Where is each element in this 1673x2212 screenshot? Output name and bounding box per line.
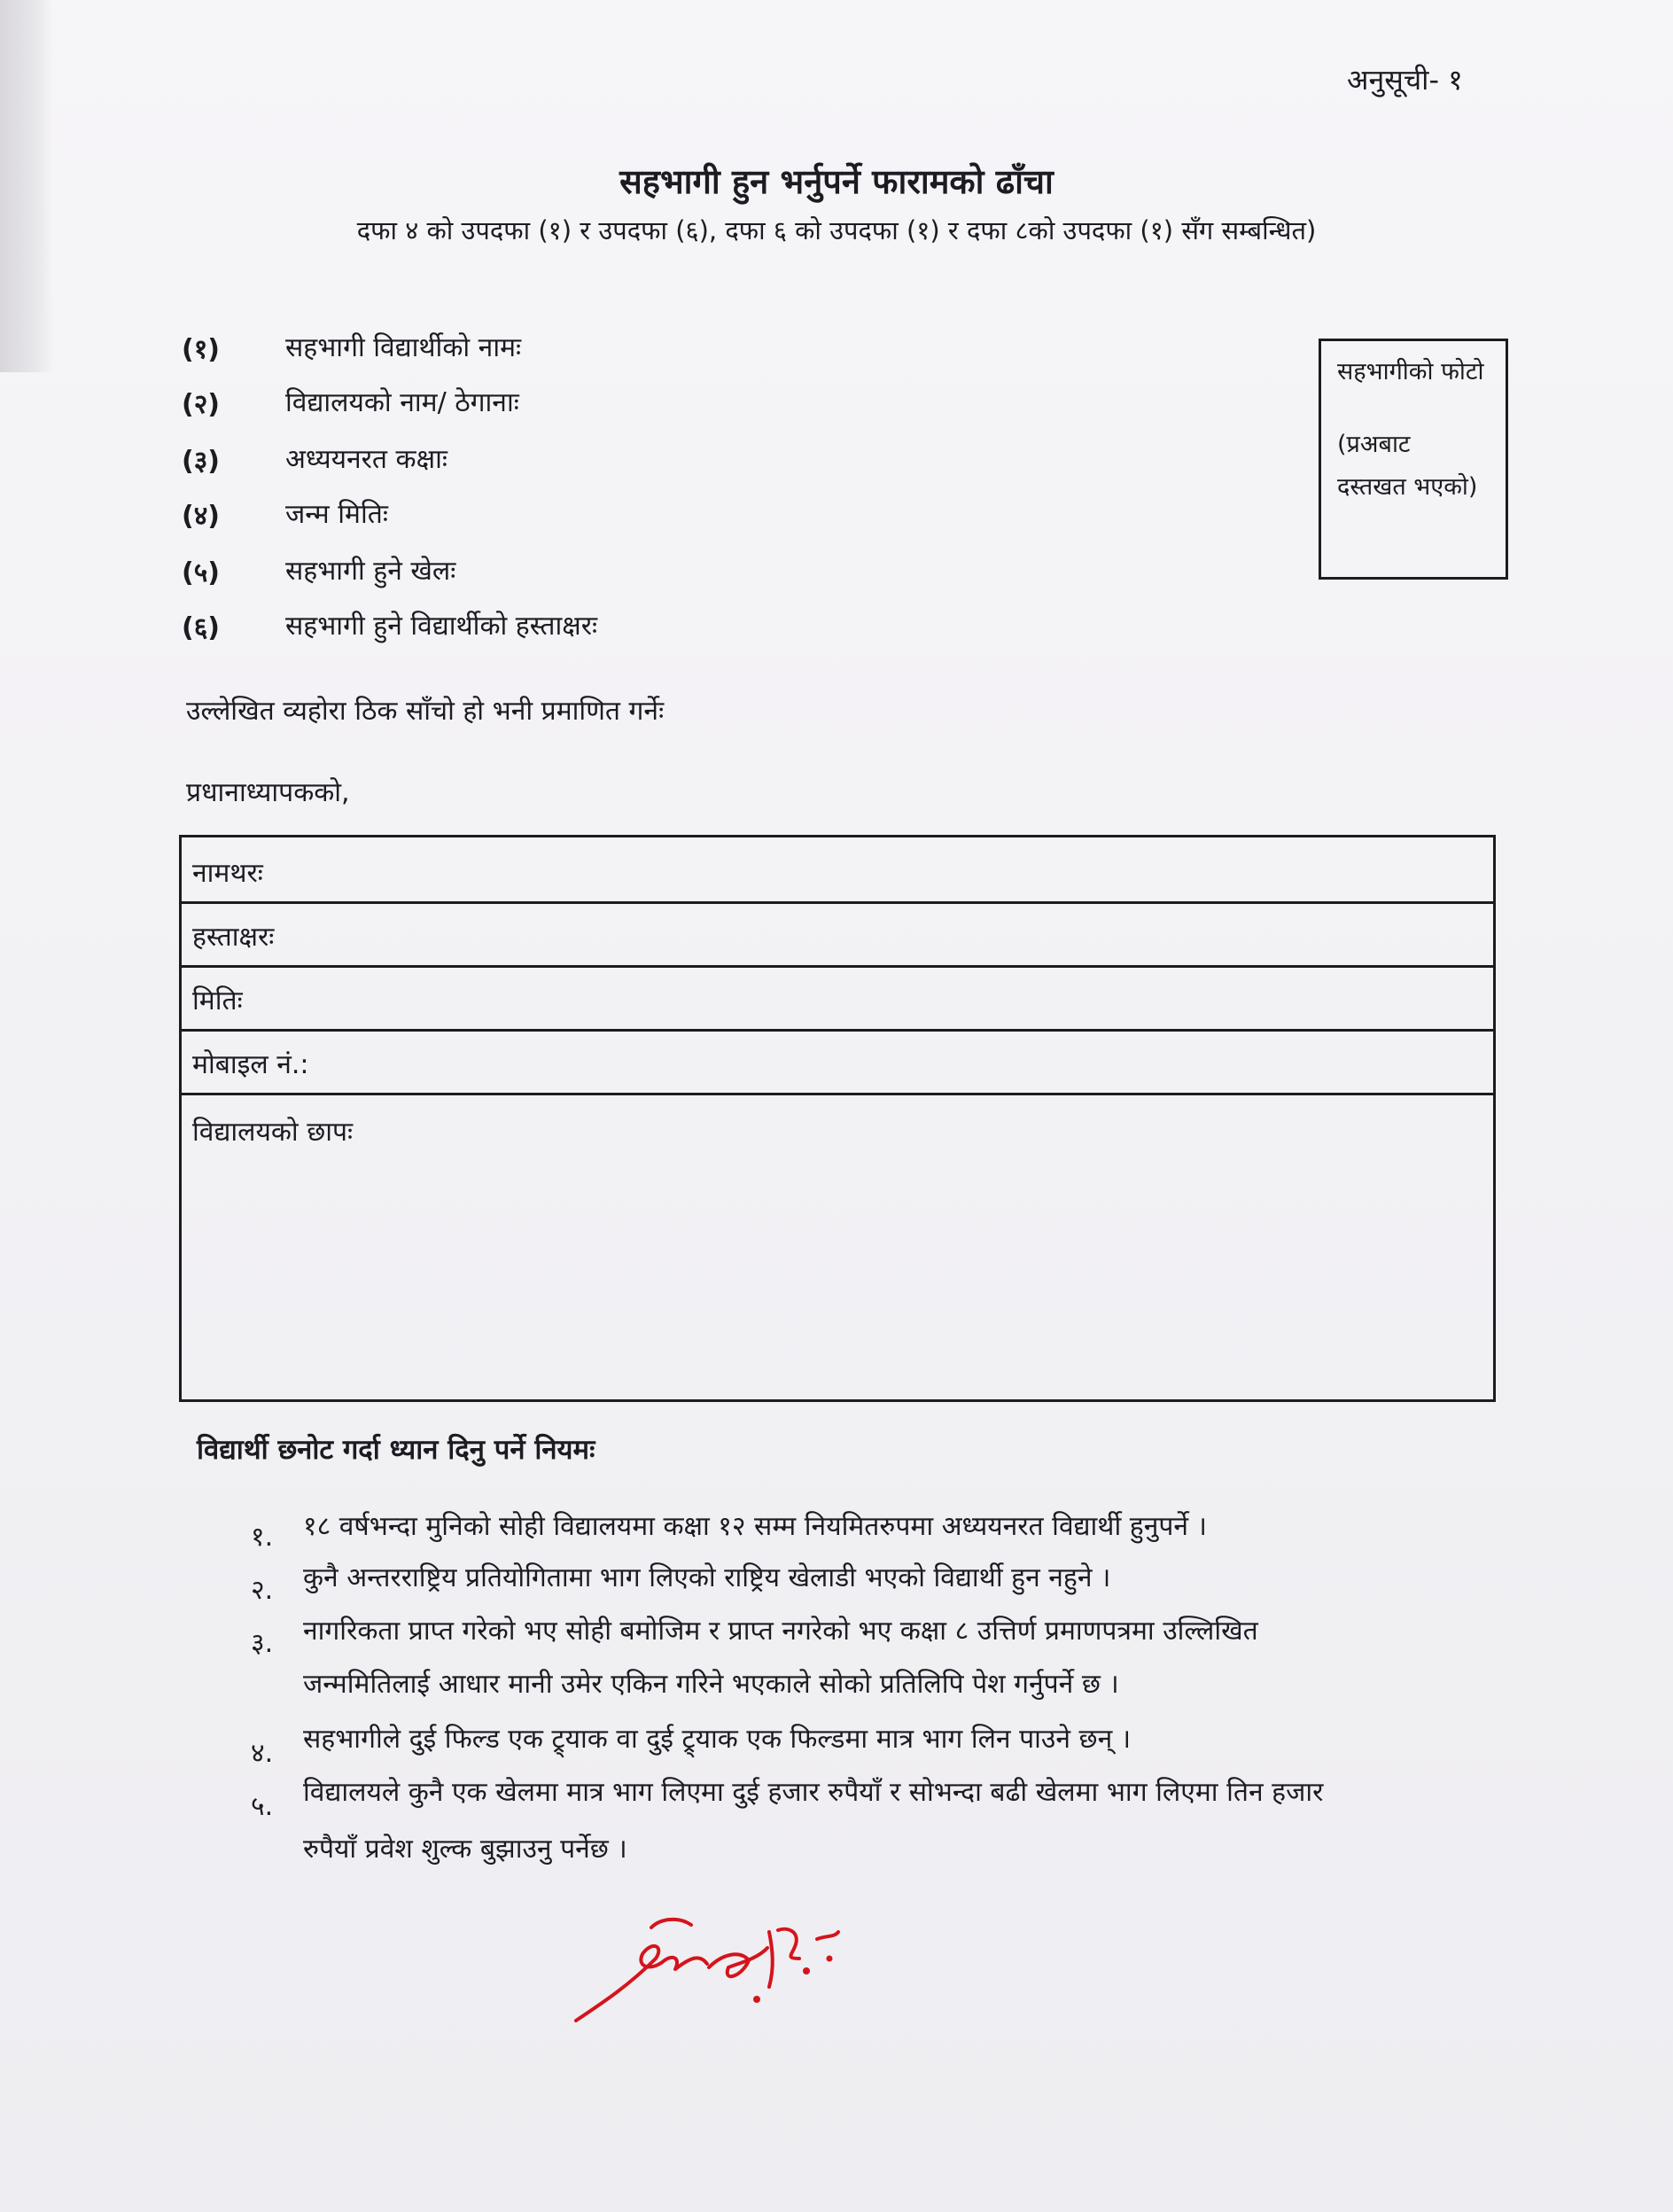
field-number: (४): [182, 501, 221, 532]
rule-number: २.: [251, 1575, 274, 1606]
field-class: अध्ययनरत कक्षाः: [285, 444, 447, 475]
table-row: [182, 965, 1493, 1032]
rules-title: विद्यार्थी छनोट गर्दा ध्यान दिनु पर्ने नियमः: [197, 1434, 595, 1466]
rule-item: सहभागीले दुई फिल्ड एक ट्र्याक वा दुई ट्र्याक एक फिल्डमा मात्र भाग लिन पाउने छन् ।: [303, 1724, 1132, 1755]
rule-item: कुनै अन्तरराष्ट्रिय प्रतियोगितामा भाग लिएको राष्ट्रिय खेलाडी भएको विद्यार्थी हुन नहुने ।: [303, 1562, 1111, 1593]
table-row: [182, 901, 1493, 968]
headmaster-label: प्रधानाध्यापकको,: [186, 777, 350, 808]
field-student-name: सहभागी विद्यार्थीको नामः: [285, 332, 522, 363]
handwritten-signature: [567, 1905, 886, 2029]
rule-number: ५.: [251, 1791, 274, 1822]
table-stamp-label: विद्यालयको छापः: [192, 1117, 354, 1148]
table-mobile-label: मोबाइल नं.:: [192, 1049, 309, 1080]
form-subtitle: दफा ४ को उपदफा (१) र उपदफा (६), दफा ६ को उपदफा (१) र दफा ८को उपदफा (१) सँग सम्बन्धित): [356, 215, 1317, 245]
rule-number: ३.: [251, 1628, 274, 1659]
field-number: (२): [182, 389, 221, 420]
table-row: [182, 1093, 1493, 1402]
field-number: (३): [182, 446, 221, 477]
field-number: (५): [182, 557, 221, 588]
rule-item: नागरिकता प्राप्त गरेको भए सोही बमोजिम र प्राप्त नगरेको भए कक्षा ८ उत्तिर्ण प्रमाणपत्रमा उल्लिखित: [303, 1616, 1258, 1647]
rule-item: विद्यालयले कुनै एक खेलमा मात्र भाग लिएमा दुई हजार रुपैयाँ र सोभन्दा बढी खेलमा भाग लिएमा तिन हजार: [303, 1777, 1324, 1808]
table-date-label: मितिः: [192, 985, 243, 1016]
photo-box-note-line1: (प्रअबाट: [1337, 430, 1411, 458]
field-number: (६): [182, 612, 221, 643]
field-school-name-address: विद्यालयको नाम/ ठेगानाः: [285, 387, 519, 418]
form-title: सहभागी हुन भर्नुपर्ने फारामको ढाँचा: [619, 162, 1054, 201]
field-birth-date: जन्म मितिः: [285, 499, 388, 530]
headmaster-details-table: [179, 835, 1496, 1402]
rule-number: ४.: [251, 1738, 274, 1769]
rule-item-continuation: रुपैयाँ प्रवेश शुल्क बुझाउनु पर्नेछ ।: [303, 1834, 627, 1865]
table-row: [182, 1029, 1493, 1095]
field-student-signature: सहभागी हुने विद्यार्थीको हस्ताक्षरः: [285, 611, 598, 642]
rule-item-continuation: जन्ममितिलाई आधार मानी उमेर एकिन गरिने भएकाले सोको प्रतिलिपि पेश गर्नुपर्ने छ ।: [303, 1669, 1119, 1700]
photo-box-note-line2: दस्तखत भएको): [1337, 472, 1478, 501]
photo-box: [1319, 339, 1508, 580]
annex-label: अनुसूची- १: [1347, 63, 1463, 97]
certification-statement: उल्लेखित व्यहोरा ठिक साँचो हो भनी प्रमाणित गर्नेः: [186, 696, 665, 727]
table-signature-label: हस्ताक्षरः: [192, 922, 275, 953]
table-name-label: नामथरः: [192, 858, 263, 889]
rule-item: १८ वर्षभन्दा मुनिको सोही विद्यालयमा कक्षा १२ सम्म नियमितरुपमा अध्ययनरत विद्यार्थी हुनुपर्ने ।: [303, 1511, 1207, 1542]
field-sport: सहभागी हुने खेलः: [285, 556, 456, 587]
table-row: [182, 837, 1493, 904]
photo-box-label: सहभागीको फोटो: [1337, 358, 1484, 386]
rule-number: १.: [251, 1522, 274, 1553]
field-number: (१): [182, 334, 221, 365]
